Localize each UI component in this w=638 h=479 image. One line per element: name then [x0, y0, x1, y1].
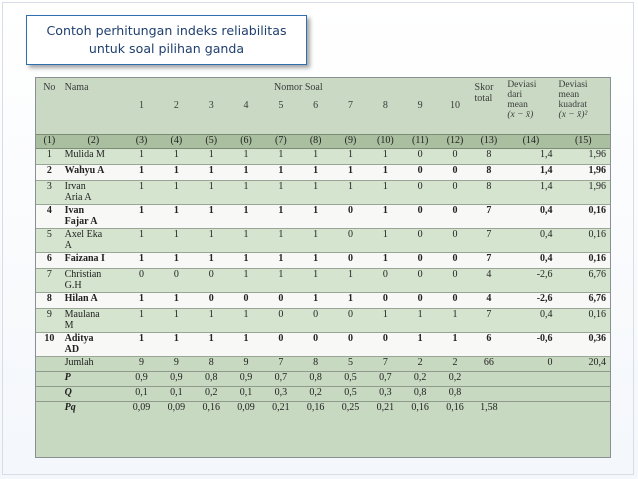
title-line-1: Contoh perhitungan indeks reliabilitas: [46, 23, 287, 38]
row-nama-line1: Hilan A: [64, 292, 98, 304]
row-score: 1: [194, 308, 229, 332]
header-dev-line4: (x − x̄): [507, 110, 534, 120]
row-no: 8: [36, 292, 63, 308]
row-score: 1: [298, 292, 333, 308]
row-score: 1: [159, 308, 194, 332]
row-score: 1: [333, 180, 368, 204]
header-soal-6: 6: [298, 94, 333, 134]
column-number-row: [36, 134, 610, 148]
row-score: 0: [403, 292, 438, 308]
row-score: 0: [333, 252, 368, 268]
colnum: (15): [557, 134, 610, 148]
row-score: 1: [194, 148, 229, 164]
header-blank: [63, 94, 124, 134]
row-score: 0: [333, 228, 368, 252]
row-score: 0: [403, 148, 438, 164]
row-score: 0: [194, 268, 229, 292]
colnum: (14): [505, 134, 556, 148]
colnum: (9): [333, 134, 368, 148]
row-score: 0: [298, 332, 333, 356]
header-blank: [36, 94, 63, 134]
row-nama: [63, 204, 124, 228]
p-value: 0,7: [263, 371, 298, 386]
row-score: 0: [403, 164, 438, 180]
row-score: 0: [263, 308, 298, 332]
row-nama-line1: Wahyu A: [64, 164, 105, 176]
p-row: [36, 371, 610, 386]
row-score: 1: [263, 268, 298, 292]
slide-title: [26, 15, 307, 65]
row-score: 1: [298, 164, 333, 180]
row-score: 1: [159, 180, 194, 204]
row-score: 0: [194, 292, 229, 308]
row-score: 0: [438, 180, 473, 204]
row-score: 0: [438, 268, 473, 292]
jumlah-value: 7: [263, 356, 298, 371]
row-score: 1: [124, 292, 159, 308]
row-score: 1: [124, 148, 159, 164]
table-row: [36, 308, 610, 332]
q-row: [36, 386, 610, 401]
row-score: 0: [368, 292, 403, 308]
p-total: [473, 371, 506, 386]
q-value: 0,5: [333, 386, 368, 401]
colnum: (11): [403, 134, 438, 148]
row-score: 1: [368, 180, 403, 204]
row-nama-line2: AD: [64, 343, 80, 355]
row-nama: [63, 228, 124, 252]
row-score: 0: [438, 228, 473, 252]
row-nama: [63, 292, 124, 308]
table-row: [36, 332, 610, 356]
row-score: 1: [159, 252, 194, 268]
jumlah-deviasi-kuadrat: 20,4: [557, 356, 610, 371]
row-score: 1: [298, 148, 333, 164]
colnum: (2): [63, 134, 124, 148]
p-value: 0,8: [298, 371, 333, 386]
table-row: [36, 148, 610, 164]
row-deviasi-kuadrat: 1,96: [557, 148, 610, 164]
row-score: 1: [124, 180, 159, 204]
row-nama-line1: Maulana: [64, 308, 100, 320]
colnum: (10): [368, 134, 403, 148]
row-deviasi: -0,6: [505, 332, 556, 356]
row-deviasi: 1,4: [505, 148, 556, 164]
p-value: 0,5: [333, 371, 368, 386]
q-value: 0,1: [124, 386, 159, 401]
row-score: 0: [403, 204, 438, 228]
row-score: 0: [368, 268, 403, 292]
row-score: 0: [438, 204, 473, 228]
row-no: 9: [36, 308, 63, 332]
jumlah-label: Jumlah: [63, 356, 124, 371]
row-no: 3: [36, 180, 63, 204]
row-score: 0: [403, 252, 438, 268]
header-soal-4: 4: [229, 94, 264, 134]
header-soal-10: 10: [438, 94, 473, 134]
p-value: 0,9: [124, 371, 159, 386]
row-score: 0: [124, 268, 159, 292]
colnum: (12): [438, 134, 473, 148]
pq-deviasi: [505, 401, 556, 416]
q-value: 0,2: [194, 386, 229, 401]
row-score: 0: [403, 268, 438, 292]
header-soal-8: 8: [368, 94, 403, 134]
jumlah-deviasi: 0: [505, 356, 556, 371]
row-score: 1: [229, 228, 264, 252]
row-deviasi: -2,6: [505, 268, 556, 292]
p-value: 0,7: [368, 371, 403, 386]
row-nama: [63, 180, 124, 204]
table-row: [36, 268, 610, 292]
row-score: 1: [194, 204, 229, 228]
header-dev-line2: dari: [507, 90, 523, 100]
row-score: 1: [368, 252, 403, 268]
q-value: 0,1: [159, 386, 194, 401]
row-nama-line1: Faizana I: [64, 252, 105, 264]
row-score: 1: [194, 228, 229, 252]
p-deviasi-kuadrat: [557, 371, 610, 386]
row-nama-line1: Axel Eka: [64, 228, 103, 240]
row-deviasi-kuadrat: 0,36: [557, 332, 610, 356]
row-total: 4: [473, 292, 506, 308]
row-total: 7: [473, 252, 506, 268]
row-total: 4: [473, 268, 506, 292]
q-label: Q: [63, 386, 124, 401]
jumlah-blank: [36, 356, 63, 371]
row-score: 0: [229, 292, 264, 308]
jumlah-value: 2: [438, 356, 473, 371]
row-score: 1: [263, 180, 298, 204]
header-row-1: [36, 78, 610, 94]
p-blank: [36, 371, 63, 386]
row-nama: [63, 164, 124, 180]
header-devk-line1: Deviasi: [558, 80, 588, 90]
q-total: [473, 386, 506, 401]
q-value: 0,1: [229, 386, 264, 401]
row-nama: [63, 252, 124, 268]
jumlah-value: 7: [368, 356, 403, 371]
row-score: 1: [229, 308, 264, 332]
row-score: 1: [333, 148, 368, 164]
row-score: 1: [194, 332, 229, 356]
row-deviasi-kuadrat: 1,96: [557, 164, 610, 180]
pq-value: 0,09: [159, 401, 194, 416]
row-score: 1: [438, 332, 473, 356]
pq-blank: [36, 401, 63, 416]
jumlah-value: 8: [194, 356, 229, 371]
row-no: 2: [36, 164, 63, 180]
header-devk-line3: kuadrat: [558, 100, 588, 110]
pq-value: 0,09: [124, 401, 159, 416]
p-label: P: [63, 371, 124, 386]
p-value: 0,9: [229, 371, 264, 386]
row-total: 7: [473, 204, 506, 228]
table-row: [36, 228, 610, 252]
row-nama: [63, 308, 124, 332]
pq-value: 0,09: [229, 401, 264, 416]
pq-value: 0,16: [438, 401, 473, 416]
row-score: 1: [159, 228, 194, 252]
header-dev-line1: Deviasi: [507, 80, 537, 90]
row-deviasi: 1,4: [505, 180, 556, 204]
p-value: 0,9: [159, 371, 194, 386]
header-soal-2: 2: [159, 94, 194, 134]
row-score: 0: [333, 204, 368, 228]
row-score: 1: [229, 164, 264, 180]
row-nama-line2: Fajar A: [64, 215, 98, 227]
row-score: 1: [229, 332, 264, 356]
row-score: 1: [124, 164, 159, 180]
row-score: 1: [403, 308, 438, 332]
pq-deviasi-kuadrat: [557, 401, 610, 416]
row-score: 0: [333, 332, 368, 356]
row-score: 1: [263, 204, 298, 228]
row-nama-line1: Aditya: [64, 332, 94, 344]
colnum: (1): [36, 134, 63, 148]
jumlah-total: 66: [473, 356, 506, 371]
pq-value: 0,16: [403, 401, 438, 416]
row-score: 1: [263, 252, 298, 268]
colnum: (4): [159, 134, 194, 148]
q-value: 0,8: [438, 386, 473, 401]
row-score: 1: [368, 164, 403, 180]
row-score: 1: [194, 164, 229, 180]
row-deviasi-kuadrat: 6,76: [557, 268, 610, 292]
header-deviasi: [505, 78, 556, 134]
row-score: 0: [438, 164, 473, 180]
q-deviasi-kuadrat: [557, 386, 610, 401]
row-nama-line2: M: [64, 319, 74, 331]
row-score: 0: [263, 332, 298, 356]
row-deviasi-kuadrat: 0,16: [557, 204, 610, 228]
row-score: 1: [229, 268, 264, 292]
q-blank: [36, 386, 63, 401]
colnum: (5): [194, 134, 229, 148]
row-score: 1: [159, 292, 194, 308]
row-deviasi-kuadrat: 1,96: [557, 180, 610, 204]
row-score: 1: [298, 180, 333, 204]
row-total: 7: [473, 228, 506, 252]
row-score: 1: [368, 204, 403, 228]
table-row: [36, 164, 610, 180]
header-no: No: [36, 78, 63, 94]
jumlah-value: 9: [229, 356, 264, 371]
header-skor-line1: Skor: [474, 82, 494, 93]
row-total: 8: [473, 164, 506, 180]
row-score: 0: [438, 252, 473, 268]
header-devk-line4: (x − x̄)²: [558, 110, 588, 120]
row-nama-line1: Ivan: [64, 204, 85, 216]
colnum: (3): [124, 134, 159, 148]
header-soal-5: 5: [263, 94, 298, 134]
row-nama: [63, 332, 124, 356]
q-deviasi: [505, 386, 556, 401]
q-value: 0,3: [368, 386, 403, 401]
jumlah-value: 8: [298, 356, 333, 371]
reliability-table: [35, 77, 611, 458]
row-score: 1: [159, 332, 194, 356]
table-row: [36, 204, 610, 228]
row-score: 0: [438, 292, 473, 308]
row-score: 1: [229, 204, 264, 228]
row-total: 8: [473, 180, 506, 204]
header-skor-total: [473, 78, 506, 134]
row-nama-line2: Aria A: [64, 191, 92, 203]
row-score: 1: [124, 228, 159, 252]
row-score: 1: [159, 164, 194, 180]
colnum: (13): [473, 134, 506, 148]
header-soal-9: 9: [403, 94, 438, 134]
row-score: 1: [333, 164, 368, 180]
row-score: 1: [124, 308, 159, 332]
table-row: [36, 180, 610, 204]
header-deviasi-kuadrat: [557, 78, 610, 134]
row-score: 1: [124, 252, 159, 268]
row-score: 1: [298, 268, 333, 292]
table-row: [36, 252, 610, 268]
row-nama-line1: Mulida M: [64, 148, 105, 160]
header-soal-7: 7: [333, 94, 368, 134]
header-soal-1: 1: [124, 94, 159, 134]
row-deviasi-kuadrat: 0,16: [557, 252, 610, 268]
row-no: 10: [36, 332, 63, 356]
header-nama: Nama: [63, 78, 124, 94]
row-score: 1: [263, 148, 298, 164]
row-score: 0: [298, 308, 333, 332]
row-score: 1: [159, 204, 194, 228]
pq-value: 0,21: [368, 401, 403, 416]
row-score: 1: [403, 332, 438, 356]
row-score: 0: [333, 308, 368, 332]
pq-value: 0,25: [333, 401, 368, 416]
row-nama-line1: Christian: [64, 268, 102, 280]
row-score: 1: [333, 268, 368, 292]
title-line-2: untuk soal pilihan ganda: [88, 41, 245, 56]
row-score: 1: [194, 180, 229, 204]
colnum: (6): [229, 134, 264, 148]
row-no: 6: [36, 252, 63, 268]
header-devk-line2: mean: [558, 90, 580, 100]
pq-value: 0,16: [298, 401, 333, 416]
pq-value: 0,21: [263, 401, 298, 416]
row-deviasi-kuadrat: 0,16: [557, 228, 610, 252]
p-deviasi: [505, 371, 556, 386]
row-score: 0: [368, 332, 403, 356]
row-deviasi: 1,4: [505, 164, 556, 180]
row-score: 1: [229, 148, 264, 164]
jumlah-value: 9: [124, 356, 159, 371]
row-score: 1: [368, 228, 403, 252]
row-deviasi: 0,4: [505, 252, 556, 268]
row-score: 1: [298, 252, 333, 268]
row-no: 4: [36, 204, 63, 228]
q-value: 0,3: [263, 386, 298, 401]
row-score: 0: [403, 228, 438, 252]
jumlah-value: 9: [159, 356, 194, 371]
p-value: 0,8: [194, 371, 229, 386]
colnum: (8): [298, 134, 333, 148]
row-total: 7: [473, 308, 506, 332]
row-deviasi: 0,4: [505, 228, 556, 252]
row-score: 0: [159, 268, 194, 292]
row-score: 0: [403, 180, 438, 204]
q-value: 0,8: [403, 386, 438, 401]
row-score: 1: [229, 180, 264, 204]
row-deviasi: 0,4: [505, 204, 556, 228]
row-nama: [63, 268, 124, 292]
jumlah-row: [36, 356, 610, 371]
header-skor-line2: total: [474, 93, 493, 104]
row-no: 7: [36, 268, 63, 292]
row-no: 5: [36, 228, 63, 252]
row-score: 1: [368, 148, 403, 164]
row-total: 8: [473, 148, 506, 164]
row-score: 1: [263, 228, 298, 252]
row-score: 1: [124, 204, 159, 228]
q-value: 0,2: [298, 386, 333, 401]
row-deviasi-kuadrat: 6,76: [557, 292, 610, 308]
row-score: 1: [438, 308, 473, 332]
table-row: [36, 292, 610, 308]
colnum: (7): [263, 134, 298, 148]
pq-row: [36, 401, 610, 416]
row-score: 1: [159, 148, 194, 164]
row-score: 1: [194, 252, 229, 268]
header-dev-line3: mean: [507, 100, 528, 110]
row-score: 1: [229, 252, 264, 268]
row-deviasi: -2,6: [505, 292, 556, 308]
pq-label: Pq: [63, 401, 124, 416]
row-nama-line2: G.H: [64, 279, 82, 291]
header-nomor-soal: Nomor Soal: [124, 78, 472, 94]
row-score: 0: [263, 292, 298, 308]
row-score: 1: [368, 308, 403, 332]
row-no: 1: [36, 148, 63, 164]
row-nama-line2: A: [64, 239, 72, 251]
jumlah-value: 5: [333, 356, 368, 371]
pq-value: 0,16: [194, 401, 229, 416]
jumlah-value: 2: [403, 356, 438, 371]
row-score: 1: [333, 292, 368, 308]
row-score: 1: [298, 204, 333, 228]
row-nama-line1: Irvan: [64, 180, 86, 192]
row-deviasi: 0,4: [505, 308, 556, 332]
pq-total: 1,58: [473, 401, 506, 416]
row-score: 0: [438, 148, 473, 164]
row-score: 1: [263, 164, 298, 180]
p-value: 0,2: [438, 371, 473, 386]
row-total: 6: [473, 332, 506, 356]
row-nama: [63, 148, 124, 164]
p-value: 0,2: [403, 371, 438, 386]
row-score: 1: [298, 228, 333, 252]
header-soal-3: 3: [194, 94, 229, 134]
row-score: 1: [124, 332, 159, 356]
row-deviasi-kuadrat: 0,16: [557, 308, 610, 332]
